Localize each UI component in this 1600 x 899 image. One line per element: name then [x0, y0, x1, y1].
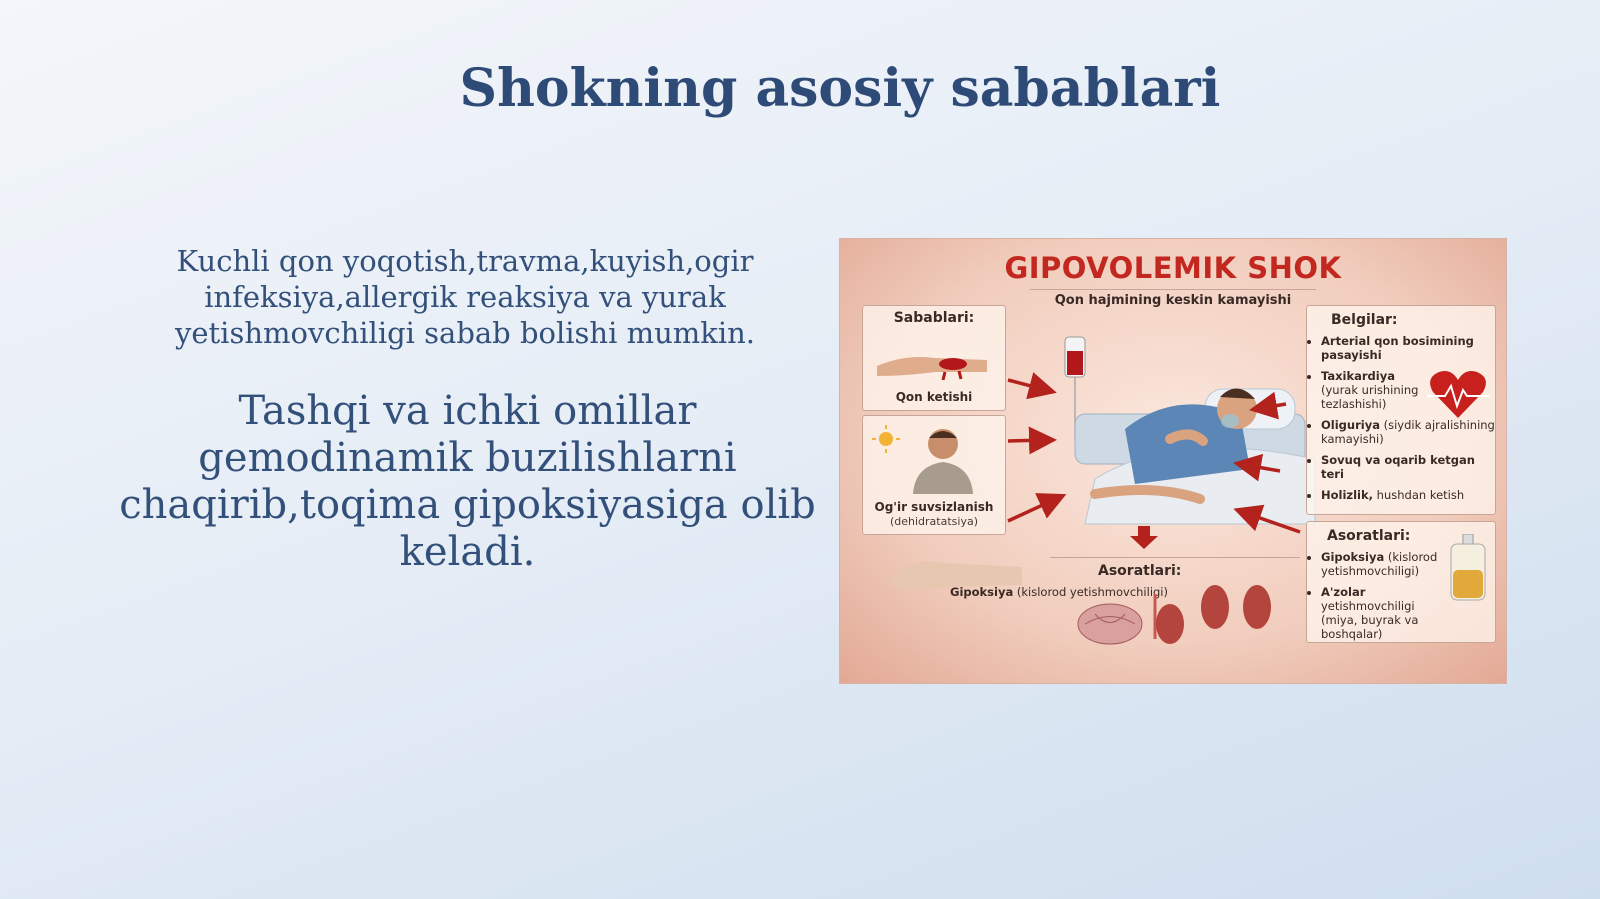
- bleeding-caption: Qon ketishi: [895, 390, 973, 404]
- signs-item: • Holizlik, hushdan ketish: [1321, 488, 1495, 502]
- urine-bag-icon: [1447, 534, 1489, 608]
- dehydration-note: (dehidratatsiya): [889, 515, 978, 528]
- complications-item: • Gipoksiya (kislorod yetishmovchiligi): [1321, 550, 1439, 578]
- infographic-subtitle: Qon hajmining keskin kamayishi: [1054, 293, 1292, 308]
- slide-paragraph-small: Kuchli qon yoqotish,travma,kuyish,ogir infeksiya,allergik reaksiya va yurak yetishmovchiligi sabab bolishi mumkin.: [174, 244, 756, 350]
- complications-heading: Asoratlari:: [1327, 528, 1411, 544]
- signs-item: • Oliguriya (siydik ajralishining kamayishi): [1321, 418, 1495, 446]
- brain-kidney-icon: [1065, 569, 1285, 649]
- infographic-image: [840, 239, 1506, 683]
- causes-heading: Sabablari:: [893, 310, 975, 326]
- complications-box: [1306, 521, 1496, 643]
- signs-heading: Belgilar:: [1331, 312, 1398, 328]
- complications-item: • A'zolar yetishmovchiligi (miya, buyrak va boshqalar): [1321, 585, 1439, 641]
- bottom-complications-heading: Asoratlari:: [1098, 563, 1182, 579]
- dehydration-caption: Og'ir suvsizlanish: [874, 500, 994, 514]
- signs-item: • Sovuq va oqarib ketgan teri: [1321, 453, 1495, 481]
- signs-box: [1306, 305, 1496, 515]
- infographic-title: GIPOVOLEMIK SHOK: [1004, 251, 1342, 285]
- slide-paragraph-large: Tashqi va ichki omillar gemodinamik buzilishlarni chaqirib,toqima gipoksiyasiga olib keladi.: [119, 388, 816, 575]
- signs-item: • Taxikardiya (yurak urishining tezlashishi): [1321, 369, 1495, 411]
- signs-item: • Arterial qon bosimining pasayishi: [1321, 334, 1495, 362]
- heart-icon: [1427, 368, 1489, 420]
- bottom-complications-text: Gipoksiya (kislorod yetishmovchiligi): [950, 585, 1168, 599]
- slide-title: Shokning asosiy sabablari: [459, 58, 1221, 119]
